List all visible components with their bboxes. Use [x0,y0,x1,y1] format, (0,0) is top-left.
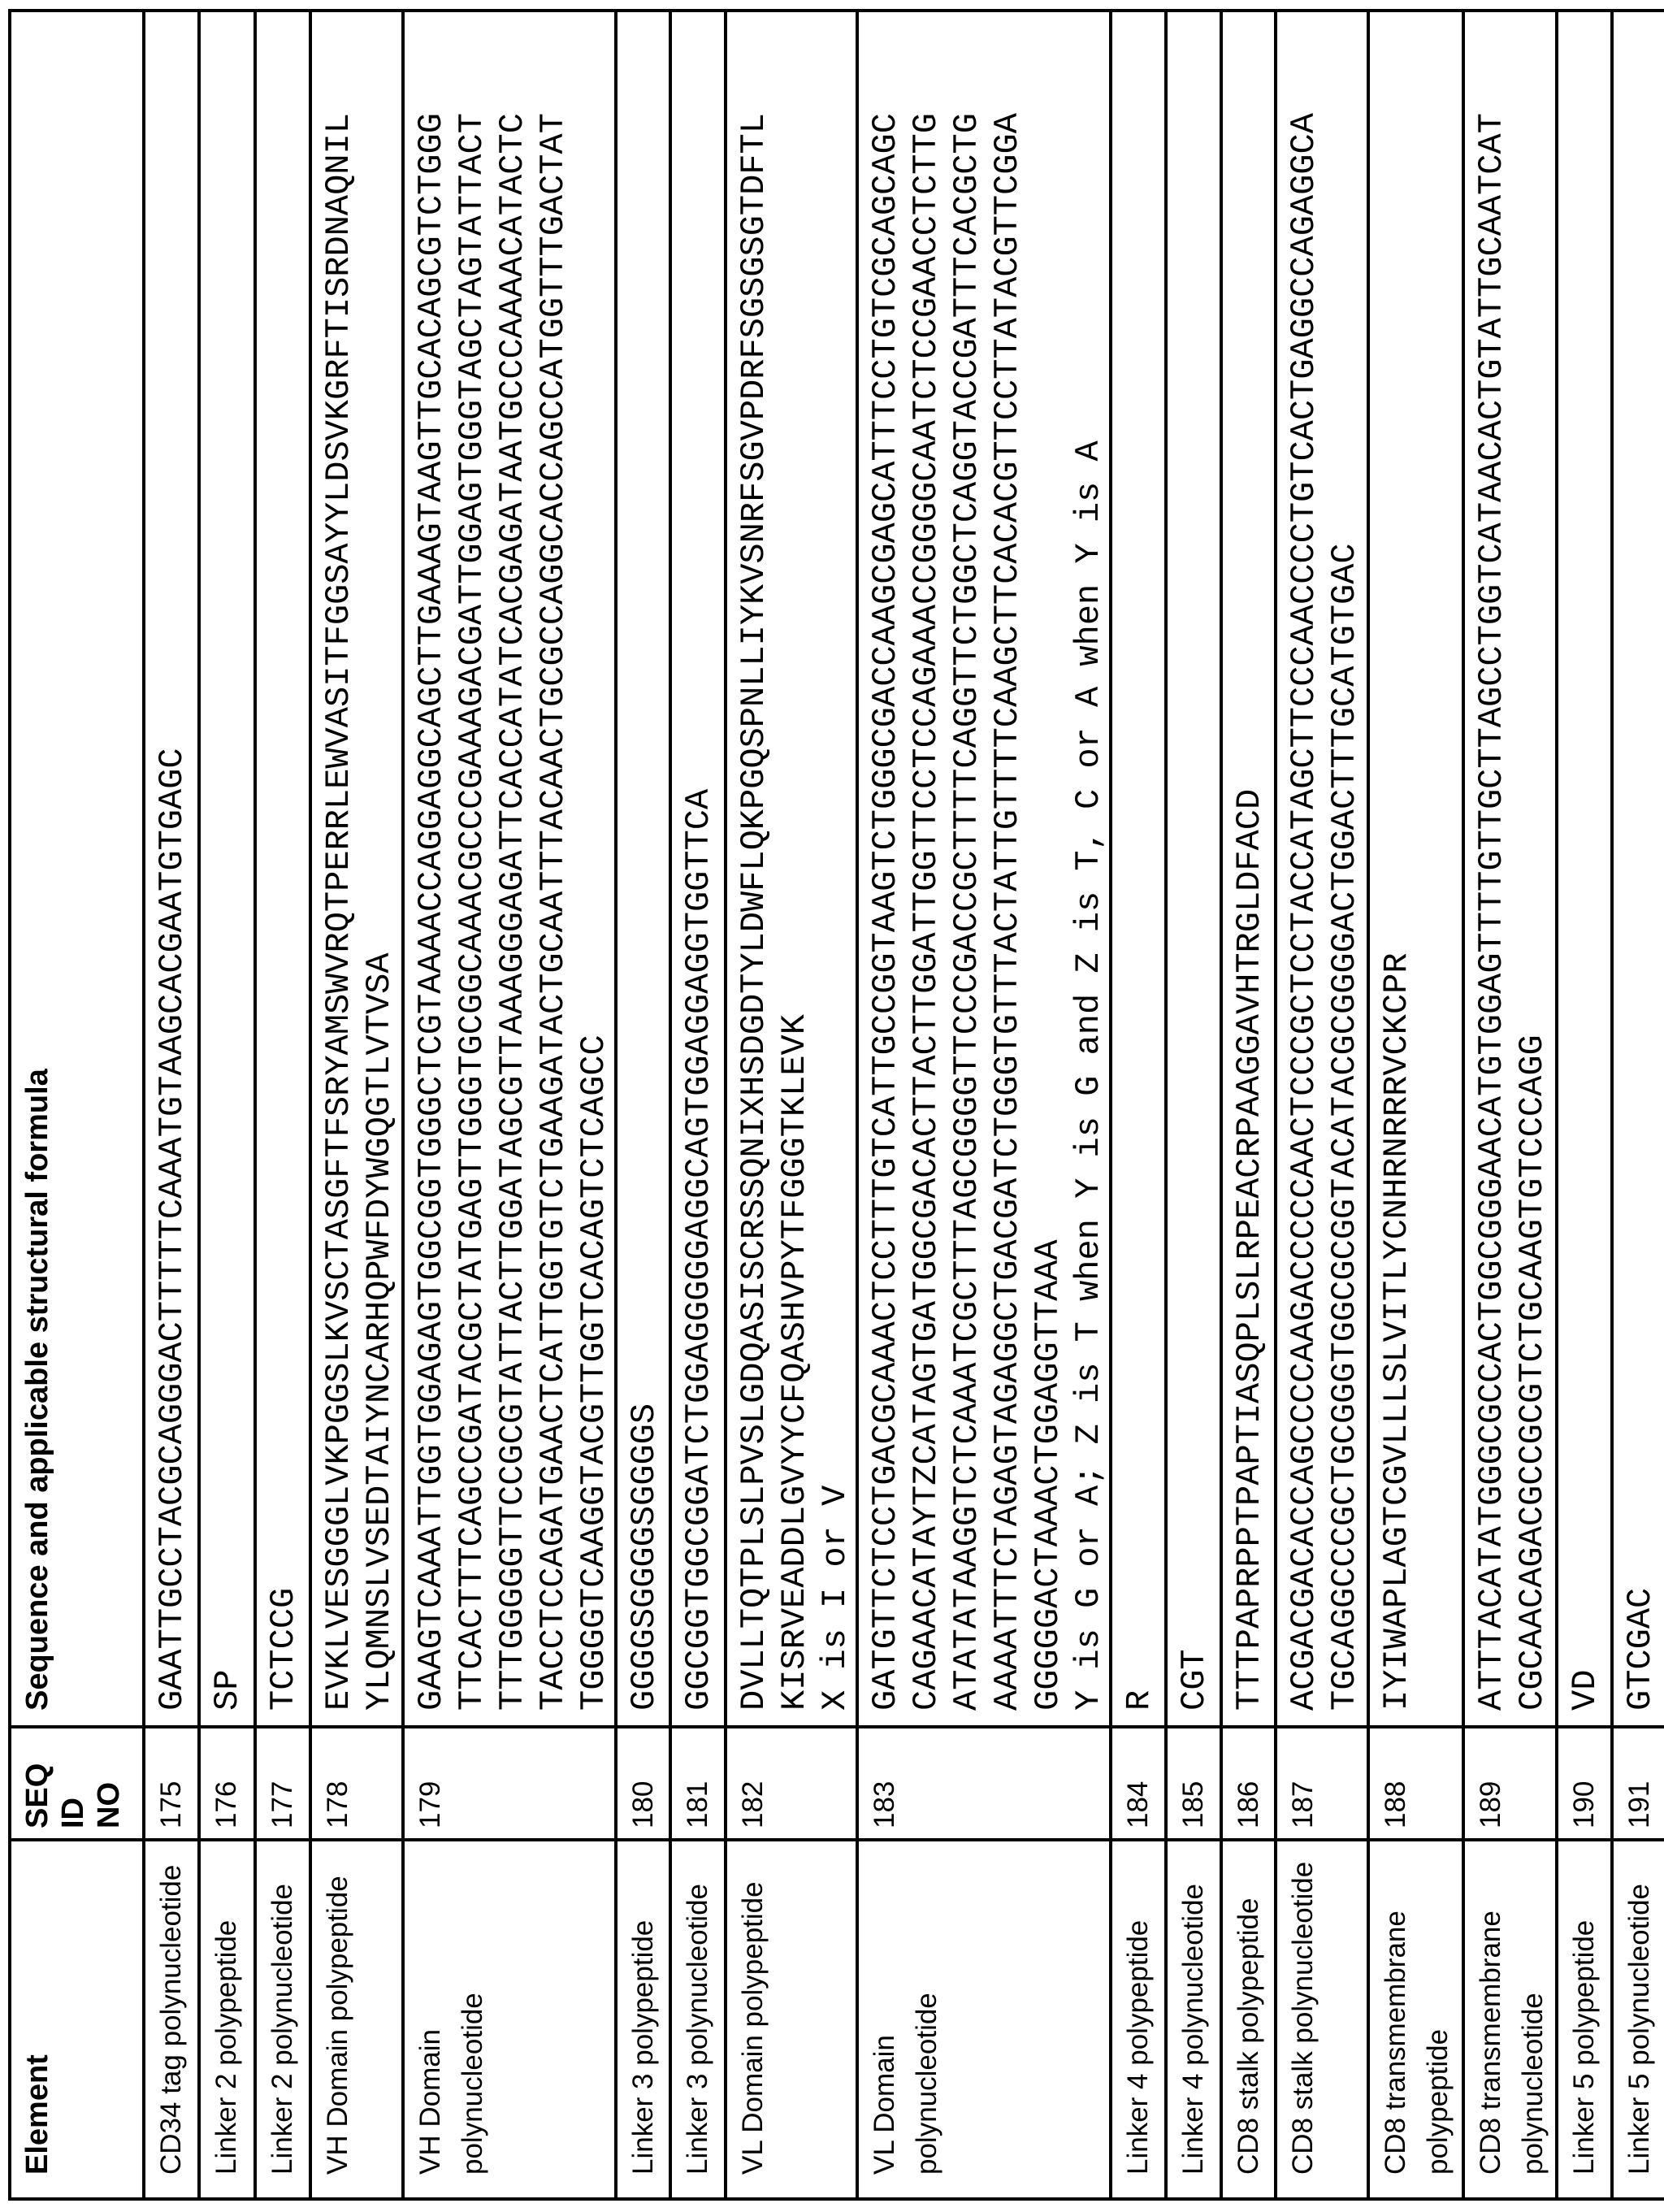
element-cell: Linker 4 polynucleotide [1166,1840,1221,2199]
sequence-line: GGGGSGGGGSGGGGS [624,20,665,1711]
table-row [1368,11,1463,2199]
sequence-cell [726,11,857,1727]
sequence-line: GTCGAC [1620,20,1661,1711]
seq-id-cell: 183 [857,1727,1111,1840]
sequence-line: ATATATAAGGTCTCAAATCGCTTTAGCGGGGTTCCCGACCGCTTTTCAGGTTCTGGCTCAGGTACCGATTTCACGCTG [947,20,987,1711]
table-row [310,11,403,2199]
table-row [1111,11,1166,2199]
sequence-line: GGCGGTGGCGGATCTGGAGGGGGAGGCAGTGGAGGAGGTGGTTCA [678,20,719,1711]
seq-id-cell: 175 [144,1727,199,1840]
sequence-line: CGT [1174,20,1215,1711]
seq-id-cell: 185 [1166,1727,1221,1840]
element-cell: CD34 tag polynucleotide [144,1840,199,2199]
seq-id-cell: 191 [1612,1727,1664,1840]
column-header-sequence: Sequence and applicable structural formula [10,11,144,1727]
sequence-line: DVLLTQTPLSLPVSLGDQASISCRSSQNIXHSDGDTYLDWFLQKPGQSPNLLIYKVSNRFSGVPDRFSGSGSGTDFTL [734,20,774,1711]
seq-id-cell: 188 [1368,1727,1463,1840]
seq-id-header-line: ID [55,1737,91,1828]
element-cell: Linker 3 polynucleotide [670,1840,726,2199]
table-row [1463,11,1557,2199]
seq-id-cell: 178 [310,1727,403,1840]
sequence-line: GAATTGCCTACGCAGGGACTTTTTCAAATGTAAGCACGAATGTGAGC [152,20,193,1711]
sequence-line: TTCACTTTCAGCCGATACGCTATGAGTTGGGTGCGGCAAACGCCCGAAAGACGATTGGAGTGGGTAGCTAGTATTACT [452,20,492,1711]
sequence-line: Y is G or A; Z is T when Y is G and Z is T, C or A when Y is A [1068,20,1109,1711]
sequence-line: KISRVEADDLGVYYCFQASHVPYTFGGGTKLEVK [774,20,815,1711]
table-body [144,11,1664,2199]
table-row [1276,11,1368,2199]
sequence-line: ATTTACATATGGGCGCCACTGGCGGGAACATGTGGAGTTTTGTTGCTTAGCCTGGTCATAACACTGTATTGCAATCAT [1471,20,1512,1711]
table-row [1166,11,1221,2199]
seq-id-cell: 177 [255,1727,310,1840]
seq-id-cell: 176 [199,1727,255,1840]
sequence-cell [403,11,616,1727]
sequence-cell [1368,11,1463,1727]
seq-id-cell: 184 [1111,1727,1166,1840]
element-cell: Linker 4 polypeptide [1111,1840,1166,2199]
sequence-line: CGCAACAGACGCCGCGTCTGCAAGTGTCCCAGG [1512,20,1553,1711]
table-row [1221,11,1276,2199]
seq-id-cell: 187 [1276,1727,1368,1840]
sequence-line: VD [1565,20,1606,1711]
seq-id-cell: 190 [1557,1727,1612,1840]
element-cell: VH Domain polypeptide [310,1840,403,2199]
table-header-row [10,11,144,2199]
sequence-line: R [1119,20,1159,1711]
seq-id-cell: 179 [403,1727,616,1840]
table-row [857,11,1111,2199]
element-cell: Linker 5 polypeptide [1557,1840,1612,2199]
element-cell: Linker 2 polynucleotide [255,1840,310,2199]
seq-id-cell: 180 [616,1727,670,1840]
sequence-table [8,9,1664,2201]
table-row [255,11,310,2199]
sequence-cell [670,11,726,1727]
table-row [403,11,616,2199]
table-row [1612,11,1664,2199]
sequence-line: TTTPAPRPPTPAPTIASQPLSLRPEACRPAAGGAVHTRGLDFACD [1229,20,1270,1711]
column-header-element: Element [10,1840,144,2199]
table-row [726,11,857,2199]
sequence-cell [1221,11,1276,1727]
table-row [670,11,726,2199]
sequence-cell [199,11,255,1727]
sequence-cell [1111,11,1166,1727]
sequence-cell [310,11,403,1727]
sequence-cell [857,11,1111,1727]
seq-id-cell: 181 [670,1727,726,1840]
sequence-line: EVKLVESGGGLVKPGGSLKVSCTASGFTFSRYAMSWVRQTPERRLEWVASITFGGSAYYLDSVKGRFTISRDNAQNIL [318,20,359,1711]
element-cell: Linker 2 polypeptide [199,1840,255,2199]
sequence-line: AAAATTTCTAGAGTAGAGGCTGACGATCTGGGTGTTTACTATTGTTTTCAAGCTTCACACGTTCCTTATACGTTCGGA [987,20,1028,1711]
element-cell: Linker 3 polypeptide [616,1840,670,2199]
sequence-line: ACGACGACACCAGCCCCAAGACCCCCAACTCCCGCTCCTACCATAGCTTCCCAACCCCTGTCACTGAGGCCAGAGGCA [1284,20,1324,1711]
sequence-line: YLQMNSLVSEDTAIYNCARHQPWFDYWGQGTLVTVSA [359,20,400,1711]
seq-id-header-line: NO [91,1737,127,1828]
sequence-line: SP [207,20,248,1711]
sequence-line: TGGGGTCAAGGTACGTTGGTCACAGTCTCAGCC [574,20,614,1711]
sequence-line: GGGGGACTAAACTGGAGGTTAAA [1028,20,1068,1711]
seq-id-header-line: SEQ [20,1737,55,1828]
sequence-cell [1612,11,1664,1727]
sequence-cell [1276,11,1368,1727]
element-cell: CD8 stalk polynucleotide [1276,1840,1368,2199]
sequence-line: TGCAGGCCCGCTGCGGGTGGCGCGGTACATACGCGGGGACTGGACTTTGCATGTGAC [1324,20,1365,1711]
seq-id-cell: 182 [726,1727,857,1840]
sequence-line: IYIWAPLAGTCGVLLLSLVITLYCNHRNRRRVCKCPR [1376,20,1417,1711]
sequence-cell [255,11,310,1727]
column-header-seq-id [10,1727,144,1840]
seq-id-cell: 186 [1221,1727,1276,1840]
seq-id-cell: 189 [1463,1727,1557,1840]
element-cell: CD8 transmembrane polypeptide [1368,1840,1463,2199]
sequence-line: TACCTCCAGATGAACTCATTGGTGTCTGAAGATACTGCAATTTACAACTGCGCCAGGCACCAGCCATGGTTTGACTAT [533,20,574,1711]
element-cell: CD8 stalk polypeptide [1221,1840,1276,2199]
sequence-line: TCTCCG [263,20,304,1711]
sequence-line: TTTGGGGGTTCCGCGTATTACTTGGATAGCGTTAAAGGGAGATTCACCATATCACGAGATAATGCCCAAAACATACTC [492,20,533,1711]
sequence-cell [616,11,670,1727]
element-cell: CD8 transmembrane polynucleotide [1463,1840,1557,2199]
element-cell: VL Domain polynucleotide [857,1840,1111,2199]
sequence-line: GATGTTCTCCTGACGCAAACTCCTTTGTCATTGCCGGTAAGTCTGGGCGACCAAGCGAGCATTTCCTGTCGCAGCAGC [865,20,906,1711]
sequence-cell [1463,11,1557,1727]
table-row [199,11,255,2199]
table-row [616,11,670,2199]
element-cell: Linker 5 polynucleotide [1612,1840,1664,2199]
sequence-cell [1166,11,1221,1727]
sequence-line: X is I or V [815,20,856,1711]
sequence-line: CAGAACATAYTZCATAGTGATGGCGACACTTACTTGGATTGGTTCCTCCAGAAACCGGGGCAATCTCCGAACCTCTTG [906,20,947,1711]
element-cell: VL Domain polypeptide [726,1840,857,2199]
sequence-line: GAAGTCAAATTGGTGGAGAGTGGCGGTGGGCTCGTAAAACCAGGAGGCAGCTTGAAAGTAAGTTGCACAGCGTCTGGG [411,20,452,1711]
sequence-cell [1557,11,1612,1727]
table-row [144,11,199,2199]
sequence-cell [144,11,199,1727]
element-cell: VH Domain polynucleotide [403,1840,616,2199]
table-row [1557,11,1612,2199]
rotated-page [0,0,1664,2212]
